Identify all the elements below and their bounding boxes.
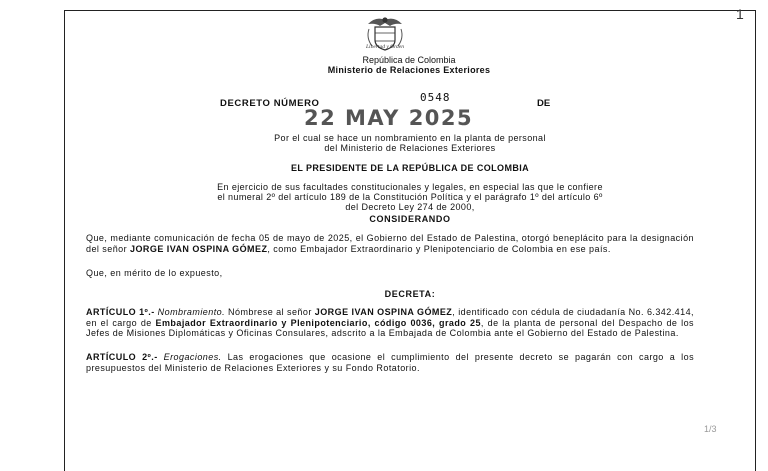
article-label: ARTÍCULO 2º.- <box>86 352 158 362</box>
articulo-1 <box>86 307 694 339</box>
republica-heading: República de Colombia <box>362 55 456 65</box>
paragraph-text: , identificado con cédula de ciudadanía No. 6.342.414, en el cargo de <box>86 307 694 328</box>
paragraph-text: Nómbrese al señor <box>225 307 315 317</box>
ejercicio-line: En ejercicio de sus facultades constitucionales y legales, en especial las que le confiere <box>217 182 603 192</box>
paragraph-text: Que, mediante comunicación de fecha 05 de mayo de 2025, el Gobierno del Estado de Palestina, otorgó beneplácito para la designación del señor <box>86 233 694 254</box>
paragraph-text: , como Embajador Extraordinario y Plenipotenciario de Colombia en ese país. <box>267 243 611 254</box>
ejercicio-line: el numeral 2º del artículo 189 de la Constitución Política y el parágrafo 1º del artículo 6º <box>217 192 603 202</box>
article-title: Erogaciones. <box>163 352 222 362</box>
position-title: Embajador Extraordinario y Plenipotenciario, código 0036, grado 25 <box>155 317 481 328</box>
por-el-cual-line: del Ministerio de Relaciones Exteriores <box>324 143 496 153</box>
article-title: Nombramiento. <box>157 307 226 317</box>
date-stamp: 22 MAY 2025 <box>304 106 474 130</box>
decreto-label: DECRETO NÚMERO <box>220 98 320 109</box>
ejercicio-paragraph <box>80 182 740 212</box>
paragraph-text: Las erogaciones que ocasione el cumplimiento del presente decreto se pagarán con cargo a los presupuestos del Ministerio de Relaciones Exteriores y su Fondo Rotatorio. <box>86 352 695 373</box>
presidente-heading: EL PRESIDENTE DE LA REPÚBLICA DE COLOMBIA <box>290 163 530 173</box>
page-number: 1/3 <box>704 424 717 434</box>
corner-mark: 1 <box>736 6 744 22</box>
ministerio-heading: Ministerio de Relaciones Exteriores <box>327 65 491 75</box>
paragraph-text: , de la planta de personal del Despacho de los Jefes de Misiones Diplomáticas y Oficinas Consulares, adscrito a la Embajada de Colombia ante el Gobierno del Estado de Palestina. <box>86 317 694 338</box>
articulo-2 <box>86 352 694 373</box>
crest-motto: Libertad y Orden <box>366 44 404 50</box>
decreta-heading: DECRETA: <box>384 289 436 299</box>
por-el-cual <box>80 133 740 153</box>
considerando-paragraph-1 <box>86 233 694 254</box>
considerando-heading: CONSIDERANDO <box>369 214 451 224</box>
article-label: ARTÍCULO 1º.- <box>86 307 155 317</box>
considerando-paragraph-2: Que, en mérito de lo expuesto, <box>86 268 223 278</box>
por-el-cual-line: Por el cual se hace un nombramiento en la planta de personal <box>274 133 546 143</box>
person-name: JORGE IVAN OSPINA GÓMEZ <box>130 243 268 254</box>
decreto-number: 0548 <box>420 91 451 104</box>
ejercicio-line: del Decreto Ley 274 de 2000, <box>345 202 475 212</box>
decreto-de: DE <box>537 98 551 109</box>
person-name: JORGE IVAN OSPINA GÓMEZ <box>314 307 453 317</box>
